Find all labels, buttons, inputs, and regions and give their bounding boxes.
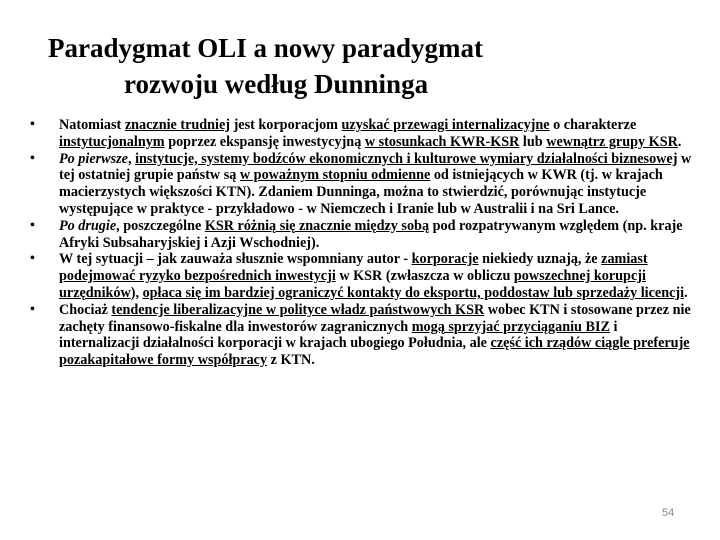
- bullet-item: [30, 218, 695, 252]
- bullet-text-segment: W tej sytuacji – jak zauważa słusznie wspomniany autor -: [59, 251, 412, 268]
- bullet-text-segment: w KSR (zwłaszcza w obliczu: [335, 268, 514, 285]
- bullet-text-segment: opłaca się im bardziej ograniczyć kontakty do eksportu, poddostaw lub sprzedaży licencji: [142, 284, 685, 301]
- bullet-text-segment: tendencje liberalizacyjne w polityce władz państwowych KSR: [111, 301, 485, 318]
- slide-title-line-1: Paradygmat OLI a nowy paradygmat: [48, 33, 484, 63]
- bullet-item: [30, 251, 695, 301]
- bullet-text-segment: i internalizacji działalności korporacji w krajach ubogiego Południa, ale: [59, 318, 618, 352]
- bullet-text-segment: poprzez ekspansję inwestycyjną: [164, 133, 365, 150]
- bullet-text-segment: o charakterze: [549, 117, 637, 133]
- bullet-text-segment: .: [677, 133, 682, 150]
- bullet-text-segment: wobec KTN i stosowane przez nie zachęty finansowo-fiskalne dla inwestorów zagranicznych: [59, 301, 691, 335]
- bullet-text-segment: .: [684, 284, 688, 301]
- bullet-text-segment: lub: [519, 133, 547, 150]
- bullet-text-segment: w poważnym stopniu odmienne: [239, 167, 431, 184]
- bullet-text-segment: niekiedy uznają, że: [478, 251, 602, 268]
- bullet-text-segment: Chociaż: [59, 301, 112, 318]
- slide-title: [0, 30, 720, 102]
- bullet-text-segment: w tej ostatniej grupie państw są: [59, 150, 692, 184]
- bullet-text-segment: korporacje: [411, 251, 479, 268]
- bullet-list: [30, 117, 695, 369]
- bullet-text-segment: wewnątrz grupy KSR: [546, 133, 678, 150]
- bullet-item: [30, 302, 695, 369]
- bullet-text-segment: w stosunkach KWR-KSR: [364, 133, 520, 150]
- bullet-text-segment: ),: [130, 284, 143, 301]
- bullet-text-segment: część ich rządów ciągle preferuje pozakapitałowe formy współpracy: [59, 335, 690, 369]
- bullet-text-segment: od istniejących w KWR (tj. w krajach macierzystych większości KTN). Zdaniem Dunninga, można to stwierdzić, porównując instytucje występujące w praktyce - przykładowo - w Niemczech i Iranie lub w Australii i na Sri Lance.: [59, 167, 663, 217]
- bullet-text-segment: z KTN.: [267, 352, 315, 369]
- slide-title-line-2: rozwoju według Dunninga: [124, 69, 429, 99]
- bullet-text-segment: ,: [127, 150, 136, 167]
- page-number: 54: [662, 507, 675, 519]
- bullet-text-segment: Natomiast: [59, 117, 125, 133]
- bullet-text-segment: Po drugie: [59, 217, 117, 234]
- bullet-text-segment: instytucjonalnym: [59, 133, 165, 150]
- bullet-text-segment: Po pierwsze: [59, 150, 128, 167]
- bullet-text-segment: mogą sprzyjać przyciąganiu BIZ: [411, 318, 610, 335]
- bullet-text-segment: znacznie trudniej: [124, 117, 231, 133]
- bullet-item: [30, 117, 695, 151]
- bullet-text-segment: , poszczególne: [116, 217, 205, 234]
- bullet-text-segment: instytucje, systemy bodźców ekonomicznych i kulturowe wymiary działalności biznesowej: [135, 150, 678, 167]
- bullet-text-segment: jest korporacjom: [230, 117, 342, 133]
- bullet-text-segment: pod rozpatrywanym względem (np. kraje Afryki Subsaharyjskiej i Azji Wschodniej).: [59, 217, 683, 251]
- bullet-text-segment: powszechnej korupcji urzędników: [59, 268, 646, 301]
- bullet-text-segment: KSR różnią się znacznie między sobą: [204, 217, 430, 234]
- bullet-text-segment: zamiast podejmować ryzyko bezpośrednich inwestycji: [59, 251, 648, 285]
- bullet-text-segment: uzyskać przewagi internalizacyjne: [341, 117, 550, 133]
- bullet-item: [30, 151, 695, 218]
